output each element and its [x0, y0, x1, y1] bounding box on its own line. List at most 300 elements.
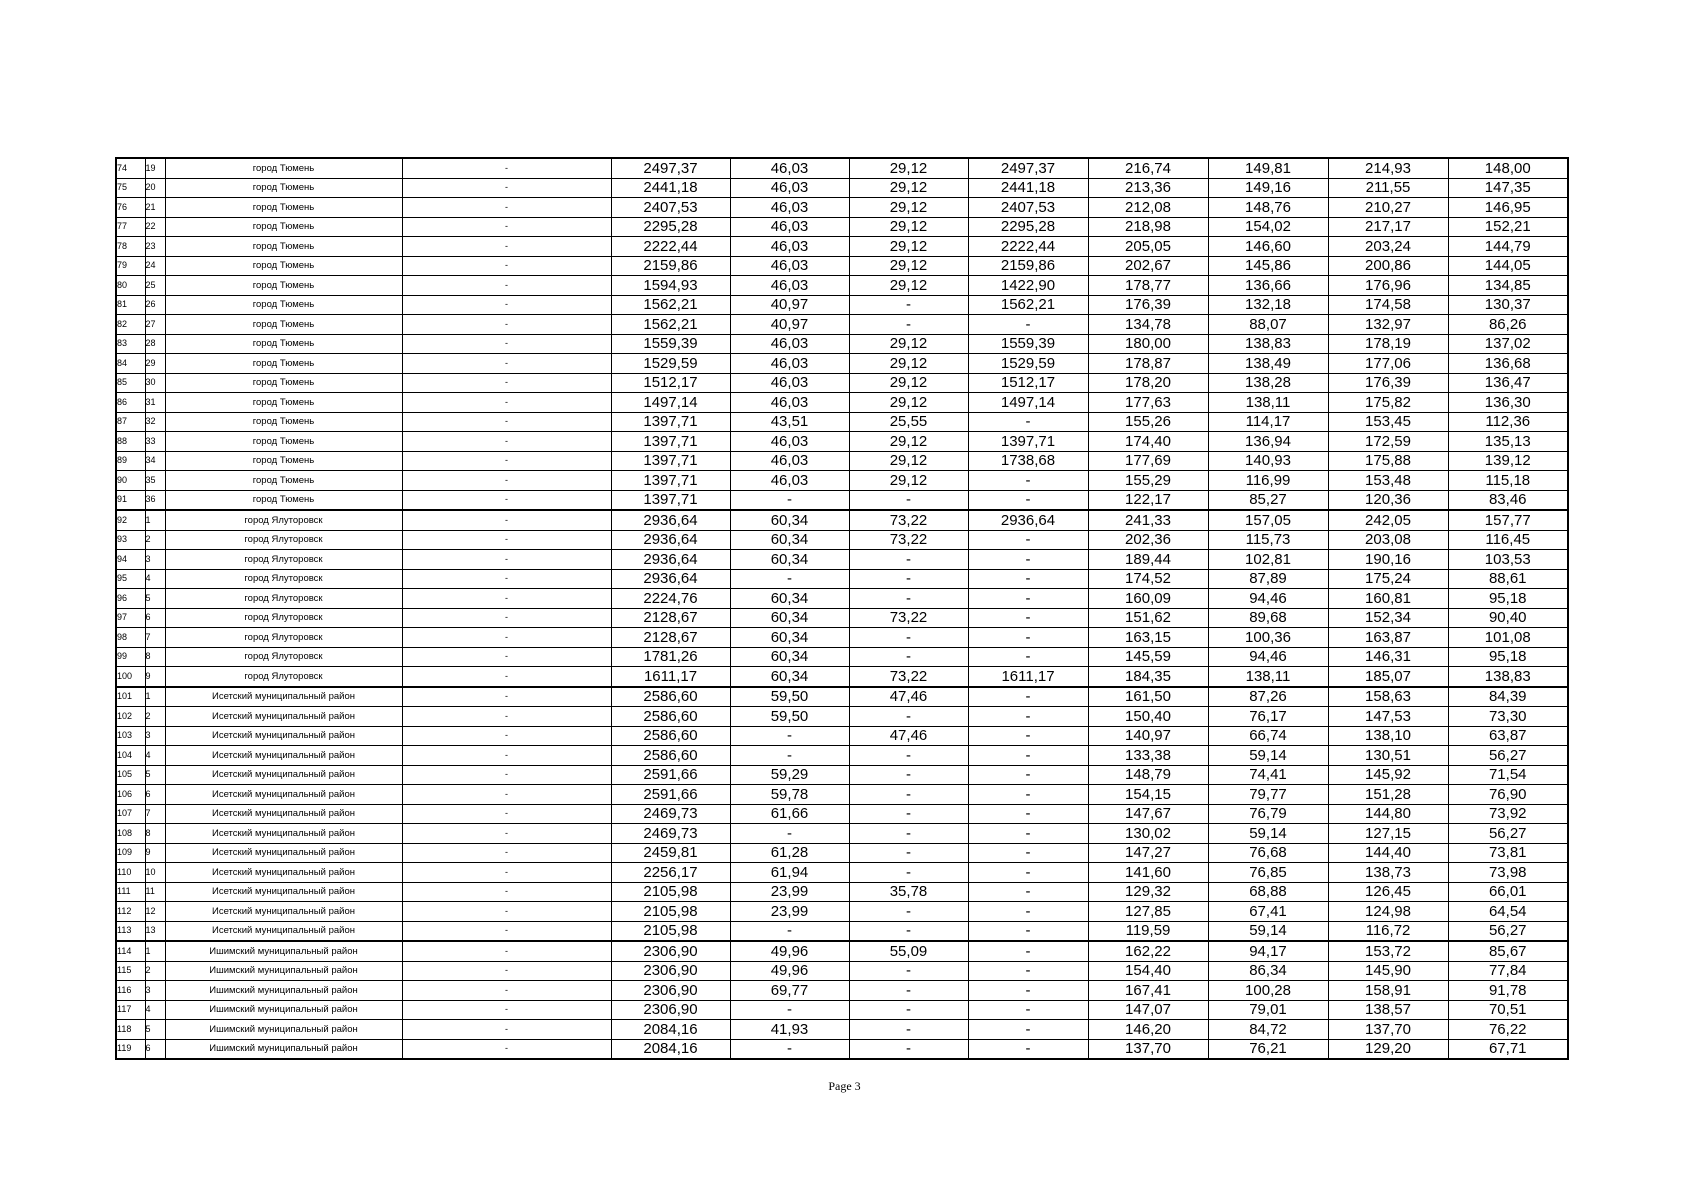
value-cell-3: - [849, 490, 968, 510]
value-cell-5: 141,60 [1088, 863, 1208, 883]
value-cell-5: 133,38 [1088, 746, 1208, 766]
value-cell-5: 213,36 [1088, 178, 1208, 198]
group-number-cell: 36 [145, 490, 165, 510]
value-cell-3: 29,12 [849, 217, 968, 237]
empty-column-cell: - [402, 941, 611, 961]
group-number-cell: 6 [145, 608, 165, 628]
table-row [116, 804, 1568, 824]
group-number-cell: 3 [145, 981, 165, 1001]
value-cell-1: 1397,71 [611, 412, 730, 432]
value-cell-4: - [968, 569, 1088, 589]
value-cell-6: 85,27 [1208, 490, 1328, 510]
value-cell-2: 60,34 [730, 647, 849, 667]
value-cell-8: 64,54 [1448, 902, 1568, 922]
group-number-cell: 4 [145, 1000, 165, 1020]
value-cell-5: 177,63 [1088, 393, 1208, 413]
value-cell-2: 46,03 [730, 451, 849, 471]
value-cell-7: 129,20 [1328, 1039, 1448, 1059]
table-row [116, 981, 1568, 1001]
value-cell-5: 160,09 [1088, 589, 1208, 609]
group-number-cell: 21 [145, 198, 165, 218]
table-row [116, 765, 1568, 785]
value-cell-5: 163,15 [1088, 628, 1208, 648]
value-cell-1: 2224,76 [611, 589, 730, 609]
value-cell-3: - [849, 863, 968, 883]
value-cell-3: - [849, 746, 968, 766]
value-cell-3: - [849, 315, 968, 335]
value-cell-1: 1562,21 [611, 295, 730, 315]
empty-column-cell: - [402, 315, 611, 335]
value-cell-4: 1562,21 [968, 295, 1088, 315]
value-cell-6: 138,11 [1208, 393, 1328, 413]
value-cell-1: 2586,60 [611, 687, 730, 707]
value-cell-7: 185,07 [1328, 667, 1448, 687]
group-number-cell: 1 [145, 687, 165, 707]
value-cell-8: 83,46 [1448, 490, 1568, 510]
value-cell-1: 1559,39 [611, 334, 730, 354]
value-cell-2: 61,94 [730, 863, 849, 883]
table-row [116, 530, 1568, 550]
row-index-cell: 86 [116, 393, 145, 413]
table-row [116, 276, 1568, 296]
empty-column-cell: - [402, 667, 611, 687]
group-number-cell: 31 [145, 393, 165, 413]
value-cell-6: 59,14 [1208, 921, 1328, 941]
value-cell-5: 184,35 [1088, 667, 1208, 687]
value-cell-3: - [849, 921, 968, 941]
value-cell-3: 29,12 [849, 373, 968, 393]
table-row [116, 178, 1568, 198]
table-row [116, 158, 1568, 178]
group-number-cell: 23 [145, 237, 165, 257]
value-cell-5: 162,22 [1088, 941, 1208, 961]
row-index-cell: 103 [116, 726, 145, 746]
table-row [116, 295, 1568, 315]
value-cell-8: 86,26 [1448, 315, 1568, 335]
row-index-cell: 79 [116, 256, 145, 276]
value-cell-2: 23,99 [730, 902, 849, 922]
empty-column-cell: - [402, 217, 611, 237]
value-cell-1: 2306,90 [611, 941, 730, 961]
value-cell-8: 66,01 [1448, 882, 1568, 902]
value-cell-6: 79,01 [1208, 1000, 1328, 1020]
value-cell-2: 46,03 [730, 432, 849, 452]
value-cell-8: 139,12 [1448, 451, 1568, 471]
territory-name-cell: город Ялуторовск [165, 510, 402, 530]
row-index-cell: 95 [116, 569, 145, 589]
value-cell-5: 147,27 [1088, 843, 1208, 863]
value-cell-1: 2306,90 [611, 961, 730, 981]
value-cell-4: 1397,71 [968, 432, 1088, 452]
value-cell-5: 180,00 [1088, 334, 1208, 354]
value-cell-1: 2407,53 [611, 198, 730, 218]
value-cell-4: 1512,17 [968, 373, 1088, 393]
empty-column-cell: - [402, 471, 611, 491]
value-cell-4: 1529,59 [968, 354, 1088, 374]
territory-name-cell: Исетский муниципальный район [165, 765, 402, 785]
group-number-cell: 35 [145, 471, 165, 491]
value-cell-6: 146,60 [1208, 237, 1328, 257]
territory-name-cell: Исетский муниципальный район [165, 707, 402, 727]
table-row [116, 550, 1568, 570]
value-cell-1: 1781,26 [611, 647, 730, 667]
empty-column-cell: - [402, 198, 611, 218]
empty-column-cell: - [402, 276, 611, 296]
value-cell-5: 167,41 [1088, 981, 1208, 1001]
territory-name-cell: Исетский муниципальный район [165, 726, 402, 746]
value-cell-3: 73,22 [849, 510, 968, 530]
empty-column-cell: - [402, 393, 611, 413]
value-cell-7: 176,39 [1328, 373, 1448, 393]
table-row [116, 902, 1568, 922]
value-cell-6: 76,68 [1208, 843, 1328, 863]
value-cell-3: 29,12 [849, 393, 968, 413]
group-number-cell: 5 [145, 1020, 165, 1040]
value-cell-3: 29,12 [849, 256, 968, 276]
row-index-cell: 74 [116, 158, 145, 178]
value-cell-2: 61,66 [730, 804, 849, 824]
territory-name-cell: город Тюмень [165, 315, 402, 335]
value-cell-4: - [968, 882, 1088, 902]
value-cell-2: 40,97 [730, 295, 849, 315]
empty-column-cell: - [402, 589, 611, 609]
table-row [116, 237, 1568, 257]
value-cell-1: 2586,60 [611, 746, 730, 766]
value-cell-4: - [968, 490, 1088, 510]
empty-column-cell: - [402, 921, 611, 941]
value-cell-1: 2128,67 [611, 608, 730, 628]
value-cell-4: - [968, 746, 1088, 766]
value-cell-3: - [849, 707, 968, 727]
value-cell-2: - [730, 1000, 849, 1020]
value-cell-2: 60,34 [730, 550, 849, 570]
value-cell-5: 154,15 [1088, 785, 1208, 805]
row-index-cell: 98 [116, 628, 145, 648]
value-cell-4: 2407,53 [968, 198, 1088, 218]
value-cell-1: 2159,86 [611, 256, 730, 276]
table-row [116, 707, 1568, 727]
value-cell-4: 2936,64 [968, 510, 1088, 530]
value-cell-5: 127,85 [1088, 902, 1208, 922]
value-cell-8: 73,98 [1448, 863, 1568, 883]
value-cell-1: 1562,21 [611, 315, 730, 335]
value-cell-5: 119,59 [1088, 921, 1208, 941]
row-index-cell: 119 [116, 1039, 145, 1059]
value-cell-2: - [730, 824, 849, 844]
table-row [116, 451, 1568, 471]
row-index-cell: 84 [116, 354, 145, 374]
territory-name-cell: город Тюмень [165, 295, 402, 315]
value-cell-3: 29,12 [849, 198, 968, 218]
value-cell-7: 147,53 [1328, 707, 1448, 727]
group-number-cell: 7 [145, 628, 165, 648]
value-cell-6: 154,02 [1208, 217, 1328, 237]
empty-column-cell: - [402, 824, 611, 844]
value-cell-3: 29,12 [849, 276, 968, 296]
value-cell-6: 76,21 [1208, 1039, 1328, 1059]
value-cell-2: 60,34 [730, 667, 849, 687]
value-cell-1: 2105,98 [611, 882, 730, 902]
table-row [116, 667, 1568, 687]
empty-column-cell: - [402, 158, 611, 178]
empty-column-cell: - [402, 373, 611, 393]
value-cell-6: 84,72 [1208, 1020, 1328, 1040]
value-cell-5: 122,17 [1088, 490, 1208, 510]
value-cell-6: 89,68 [1208, 608, 1328, 628]
table-body [116, 158, 1568, 1059]
value-cell-4: - [968, 1020, 1088, 1040]
table-row [116, 941, 1568, 961]
table-row [116, 589, 1568, 609]
value-cell-6: 66,74 [1208, 726, 1328, 746]
value-cell-7: 126,45 [1328, 882, 1448, 902]
value-cell-5: 189,44 [1088, 550, 1208, 570]
value-cell-2: - [730, 726, 849, 746]
value-cell-7: 144,80 [1328, 804, 1448, 824]
value-cell-5: 155,29 [1088, 471, 1208, 491]
table-row [116, 843, 1568, 863]
table-row [116, 510, 1568, 530]
empty-column-cell: - [402, 256, 611, 276]
empty-column-cell: - [402, 550, 611, 570]
table-row [116, 354, 1568, 374]
table-row [116, 608, 1568, 628]
value-cell-7: 217,17 [1328, 217, 1448, 237]
row-index-cell: 85 [116, 373, 145, 393]
row-index-cell: 99 [116, 647, 145, 667]
value-cell-2: 46,03 [730, 276, 849, 296]
value-cell-5: 178,20 [1088, 373, 1208, 393]
empty-column-cell: - [402, 237, 611, 257]
row-index-cell: 113 [116, 921, 145, 941]
value-cell-1: 2586,60 [611, 726, 730, 746]
value-cell-2: 46,03 [730, 256, 849, 276]
group-number-cell: 5 [145, 765, 165, 785]
value-cell-7: 116,72 [1328, 921, 1448, 941]
row-index-cell: 105 [116, 765, 145, 785]
value-cell-1: 2936,64 [611, 530, 730, 550]
value-cell-4: - [968, 863, 1088, 883]
value-cell-8: 71,54 [1448, 765, 1568, 785]
group-number-cell: 2 [145, 707, 165, 727]
value-cell-8: 77,84 [1448, 961, 1568, 981]
value-cell-2: 23,99 [730, 882, 849, 902]
value-cell-7: 120,36 [1328, 490, 1448, 510]
value-cell-7: 203,08 [1328, 530, 1448, 550]
value-cell-3: - [849, 765, 968, 785]
value-cell-6: 67,41 [1208, 902, 1328, 922]
row-index-cell: 80 [116, 276, 145, 296]
value-cell-2: 60,34 [730, 510, 849, 530]
table-row [116, 1039, 1568, 1059]
row-index-cell: 77 [116, 217, 145, 237]
territory-name-cell: Ишимский муниципальный район [165, 1000, 402, 1020]
territory-name-cell: город Тюмень [165, 373, 402, 393]
value-cell-4: - [968, 941, 1088, 961]
value-cell-4: - [968, 589, 1088, 609]
value-cell-1: 2591,66 [611, 765, 730, 785]
value-cell-1: 2586,60 [611, 707, 730, 727]
row-index-cell: 107 [116, 804, 145, 824]
value-cell-6: 68,88 [1208, 882, 1328, 902]
value-cell-2: 46,03 [730, 178, 849, 198]
value-cell-8: 103,53 [1448, 550, 1568, 570]
group-number-cell: 2 [145, 530, 165, 550]
value-cell-7: 175,88 [1328, 451, 1448, 471]
value-cell-4: - [968, 550, 1088, 570]
value-cell-8: 136,68 [1448, 354, 1568, 374]
table-row [116, 569, 1568, 589]
empty-column-cell: - [402, 490, 611, 510]
value-cell-2: 49,96 [730, 961, 849, 981]
value-cell-1: 2459,81 [611, 843, 730, 863]
value-cell-6: 76,85 [1208, 863, 1328, 883]
value-cell-8: 91,78 [1448, 981, 1568, 1001]
value-cell-8: 112,36 [1448, 412, 1568, 432]
value-cell-1: 1497,14 [611, 393, 730, 413]
row-index-cell: 106 [116, 785, 145, 805]
value-cell-7: 152,34 [1328, 608, 1448, 628]
table-row [116, 647, 1568, 667]
group-number-cell: 1 [145, 941, 165, 961]
value-cell-6: 138,11 [1208, 667, 1328, 687]
value-cell-6: 132,18 [1208, 295, 1328, 315]
value-cell-2: 46,03 [730, 471, 849, 491]
value-cell-3: - [849, 961, 968, 981]
row-index-cell: 78 [116, 237, 145, 257]
value-cell-2: 59,50 [730, 687, 849, 707]
territory-name-cell: город Тюмень [165, 354, 402, 374]
empty-column-cell: - [402, 843, 611, 863]
value-cell-7: 145,92 [1328, 765, 1448, 785]
value-cell-3: - [849, 785, 968, 805]
group-number-cell: 9 [145, 667, 165, 687]
value-cell-7: 177,06 [1328, 354, 1448, 374]
territory-name-cell: Исетский муниципальный район [165, 785, 402, 805]
territory-name-cell: Исетский муниципальный район [165, 882, 402, 902]
territory-name-cell: Исетский муниципальный район [165, 921, 402, 941]
value-cell-7: 214,93 [1328, 158, 1448, 178]
row-index-cell: 96 [116, 589, 145, 609]
value-cell-7: 132,97 [1328, 315, 1448, 335]
value-cell-4: 2497,37 [968, 158, 1088, 178]
value-cell-8: 63,87 [1448, 726, 1568, 746]
row-index-cell: 92 [116, 510, 145, 530]
value-cell-6: 115,73 [1208, 530, 1328, 550]
value-cell-8: 73,30 [1448, 707, 1568, 727]
value-cell-3: 29,12 [849, 158, 968, 178]
territory-name-cell: город Тюмень [165, 256, 402, 276]
table-row [116, 315, 1568, 335]
value-cell-5: 137,70 [1088, 1039, 1208, 1059]
table-row [116, 863, 1568, 883]
value-cell-7: 163,87 [1328, 628, 1448, 648]
value-cell-8: 115,18 [1448, 471, 1568, 491]
value-cell-8: 138,83 [1448, 667, 1568, 687]
value-cell-1: 2441,18 [611, 178, 730, 198]
value-cell-7: 176,96 [1328, 276, 1448, 296]
value-cell-3: - [849, 628, 968, 648]
territory-name-cell: город Тюмень [165, 471, 402, 491]
row-index-cell: 116 [116, 981, 145, 1001]
value-cell-4: 2159,86 [968, 256, 1088, 276]
value-cell-2: - [730, 1039, 849, 1059]
value-cell-5: 241,33 [1088, 510, 1208, 530]
value-cell-8: 136,30 [1448, 393, 1568, 413]
row-index-cell: 109 [116, 843, 145, 863]
row-index-cell: 97 [116, 608, 145, 628]
value-cell-4: - [968, 530, 1088, 550]
value-cell-7: 127,15 [1328, 824, 1448, 844]
value-cell-2: 60,34 [730, 608, 849, 628]
territory-name-cell: город Тюмень [165, 393, 402, 413]
empty-column-cell: - [402, 608, 611, 628]
empty-column-cell: - [402, 961, 611, 981]
group-number-cell: 7 [145, 804, 165, 824]
value-cell-7: 190,16 [1328, 550, 1448, 570]
territory-name-cell: Исетский муниципальный район [165, 863, 402, 883]
value-cell-5: 148,79 [1088, 765, 1208, 785]
value-cell-1: 2936,64 [611, 550, 730, 570]
value-cell-6: 136,66 [1208, 276, 1328, 296]
value-cell-6: 116,99 [1208, 471, 1328, 491]
empty-column-cell: - [402, 765, 611, 785]
value-cell-3: 29,12 [849, 432, 968, 452]
value-cell-8: 67,71 [1448, 1039, 1568, 1059]
row-index-cell: 100 [116, 667, 145, 687]
value-cell-8: 73,81 [1448, 843, 1568, 863]
territory-name-cell: Исетский муниципальный район [165, 843, 402, 863]
empty-column-cell: - [402, 510, 611, 530]
territory-name-cell: город Тюмень [165, 217, 402, 237]
value-cell-4: - [968, 687, 1088, 707]
territory-name-cell: Исетский муниципальный район [165, 687, 402, 707]
row-index-cell: 91 [116, 490, 145, 510]
group-number-cell: 12 [145, 902, 165, 922]
value-cell-2: 43,51 [730, 412, 849, 432]
row-index-cell: 110 [116, 863, 145, 883]
value-cell-3: - [849, 824, 968, 844]
value-cell-3: - [849, 295, 968, 315]
value-cell-2: 69,77 [730, 981, 849, 1001]
value-cell-4: - [968, 412, 1088, 432]
value-cell-8: 56,27 [1448, 746, 1568, 766]
group-number-cell: 28 [145, 334, 165, 354]
value-cell-3: - [849, 1020, 968, 1040]
value-cell-1: 2936,64 [611, 569, 730, 589]
value-cell-8: 76,22 [1448, 1020, 1568, 1040]
value-cell-3: 25,55 [849, 412, 968, 432]
value-cell-7: 172,59 [1328, 432, 1448, 452]
value-cell-1: 2469,73 [611, 824, 730, 844]
empty-column-cell: - [402, 451, 611, 471]
value-cell-2: 60,34 [730, 530, 849, 550]
value-cell-8: 84,39 [1448, 687, 1568, 707]
value-cell-1: 1512,17 [611, 373, 730, 393]
value-cell-3: 55,09 [849, 941, 968, 961]
territory-name-cell: Исетский муниципальный район [165, 804, 402, 824]
row-index-cell: 111 [116, 882, 145, 902]
value-cell-8: 90,40 [1448, 608, 1568, 628]
value-cell-1: 1397,71 [611, 490, 730, 510]
value-cell-4: - [968, 471, 1088, 491]
value-cell-8: 144,05 [1448, 256, 1568, 276]
value-cell-8: 95,18 [1448, 647, 1568, 667]
value-cell-6: 94,46 [1208, 647, 1328, 667]
value-cell-8: 85,67 [1448, 941, 1568, 961]
value-cell-1: 2256,17 [611, 863, 730, 883]
value-cell-2: 61,28 [730, 843, 849, 863]
